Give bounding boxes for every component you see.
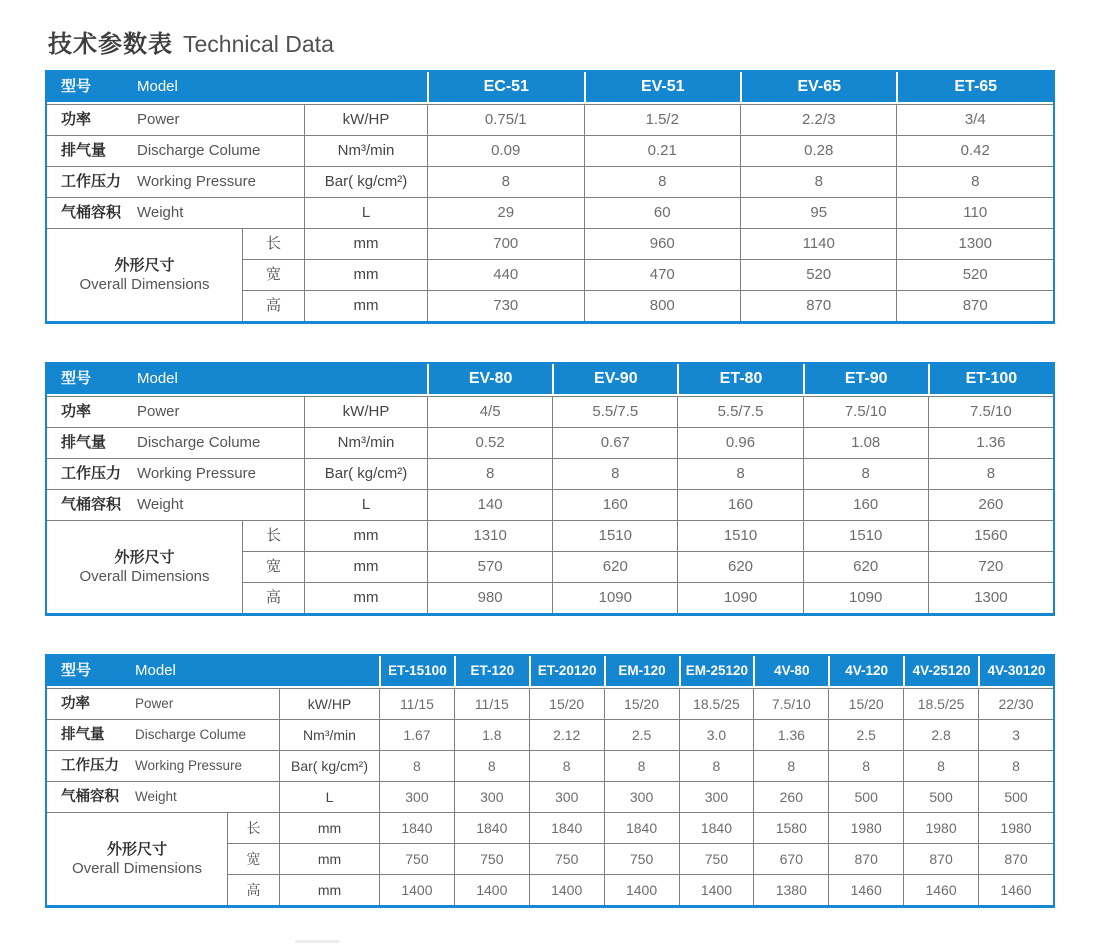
value-cell: 1840 [529, 812, 604, 843]
value-cell: 0.75/1 [427, 104, 583, 135]
unit-cell: mm [304, 582, 427, 613]
row-label [47, 135, 304, 166]
model-name-header: 4V-120 [828, 656, 903, 688]
unit-cell: mm [279, 843, 379, 874]
value-cell: 500 [903, 781, 978, 812]
dimension-name-cell: 宽 [242, 259, 304, 290]
table-row [47, 104, 1053, 135]
value-cell: 620 [677, 551, 802, 582]
value-cell: 0.42 [896, 135, 1053, 166]
value-cell: 5.5/7.5 [552, 396, 677, 427]
value-cell: 440 [427, 259, 583, 290]
value-cell: 1.36 [753, 719, 828, 750]
value-cell: 4/5 [427, 396, 552, 427]
table-row [47, 688, 1053, 719]
unit-cell: mm [279, 812, 379, 843]
table-row [47, 812, 1053, 843]
value-cell: 2.12 [529, 719, 604, 750]
value-cell: 15/20 [529, 688, 604, 719]
value-cell: 8 [427, 166, 583, 197]
value-cell: 8 [604, 750, 679, 781]
model-name-header: EV-65 [740, 72, 896, 104]
value-cell: 1.08 [803, 427, 928, 458]
value-cell: 520 [896, 259, 1053, 290]
value-cell: 1300 [928, 582, 1053, 613]
value-cell: 2.5 [604, 719, 679, 750]
value-cell: 750 [454, 843, 529, 874]
dimension-name-cell: 高 [242, 582, 304, 613]
model-header-label [47, 72, 427, 104]
model-header-label-en: Model [137, 78, 178, 96]
row-label [47, 166, 304, 197]
value-cell: 670 [753, 843, 828, 874]
value-cell: 750 [529, 843, 604, 874]
value-cell: 300 [454, 781, 529, 812]
value-cell: 7.5/10 [803, 396, 928, 427]
unit-cell: Nm³/min [304, 135, 427, 166]
table-row [47, 228, 1053, 259]
value-cell: 18.5/25 [903, 688, 978, 719]
value-cell: 1400 [379, 874, 454, 905]
value-cell: 1380 [753, 874, 828, 905]
value-cell: 160 [803, 489, 928, 520]
row-label [47, 197, 304, 228]
row-label-zh: 工作压力 [61, 464, 122, 482]
row-label-en: Weight [137, 495, 184, 513]
dimensions-label-zh: 外形尺寸 [114, 549, 175, 567]
row-label-zh: 功率 [61, 695, 90, 712]
value-cell: 500 [978, 781, 1053, 812]
value-cell: 720 [928, 551, 1053, 582]
page-title [48, 24, 334, 59]
model-name-header: ET-65 [896, 72, 1053, 104]
model-name-header: ET-90 [803, 364, 928, 396]
value-cell: 11/15 [379, 688, 454, 719]
dimension-name-cell: 高 [242, 290, 304, 321]
row-label-en: Working Pressure [137, 464, 256, 482]
row-label [47, 719, 279, 750]
page-title-en: Technical Data [183, 31, 334, 57]
row-label [47, 781, 279, 812]
value-cell: 0.67 [552, 427, 677, 458]
table-row [47, 781, 1053, 812]
row-label [47, 688, 279, 719]
value-cell: 1980 [903, 812, 978, 843]
row-label-en: Working Pressure [137, 172, 256, 190]
row-label-en: Discharge Colume [137, 433, 261, 451]
row-label-zh: 工作压力 [61, 172, 122, 190]
value-cell: 1300 [896, 228, 1053, 259]
value-cell: 160 [552, 489, 677, 520]
dimensions-label [47, 520, 242, 613]
model-name-header: ET-100 [928, 364, 1053, 396]
value-cell: 8 [427, 458, 552, 489]
value-cell: 22/30 [978, 688, 1053, 719]
value-cell: 570 [427, 551, 552, 582]
dimension-name-cell: 长 [227, 812, 279, 843]
row-label-en: Discharge Colume [137, 141, 261, 159]
value-cell: 1.5/2 [584, 104, 740, 135]
value-cell: 8 [552, 458, 677, 489]
value-cell: 8 [928, 458, 1053, 489]
value-cell: 2.8 [903, 719, 978, 750]
value-cell: 1560 [928, 520, 1053, 551]
dimensions-label-en: Overall Dimensions [79, 567, 210, 585]
value-cell: 1400 [529, 874, 604, 905]
value-cell: 3.0 [679, 719, 754, 750]
row-label-zh: 排气量 [61, 433, 107, 451]
table-row [47, 458, 1053, 489]
dimension-name-cell: 高 [227, 874, 279, 905]
model-name-header: 4V-30120 [978, 656, 1053, 688]
value-cell: 300 [529, 781, 604, 812]
value-cell: 1510 [677, 520, 802, 551]
dimensions-label [47, 228, 242, 321]
model-header-label [47, 656, 379, 688]
value-cell: 960 [584, 228, 740, 259]
row-label-zh: 气桶容积 [61, 495, 122, 513]
dimension-name-cell: 宽 [242, 551, 304, 582]
value-cell: 1.36 [928, 427, 1053, 458]
value-cell: 2.5 [828, 719, 903, 750]
value-cell: 750 [679, 843, 754, 874]
value-cell: 0.21 [584, 135, 740, 166]
value-cell: 1840 [379, 812, 454, 843]
value-cell: 620 [552, 551, 677, 582]
value-cell: 260 [928, 489, 1053, 520]
model-name-header: ET-120 [454, 656, 529, 688]
unit-cell: Bar( kg/cm²) [304, 166, 427, 197]
value-cell: 1140 [740, 228, 896, 259]
value-cell: 1400 [454, 874, 529, 905]
value-cell: 870 [978, 843, 1053, 874]
value-cell: 1580 [753, 812, 828, 843]
table-row [47, 427, 1053, 458]
value-cell: 1980 [978, 812, 1053, 843]
model-name-header: EC-51 [427, 72, 583, 104]
row-label-zh: 排气量 [61, 141, 107, 159]
unit-cell: kW/HP [304, 396, 427, 427]
value-cell: 8 [529, 750, 604, 781]
value-cell: 730 [427, 290, 583, 321]
row-label [47, 458, 304, 489]
value-cell: 8 [740, 166, 896, 197]
unit-cell: Bar( kg/cm²) [304, 458, 427, 489]
value-cell: 8 [679, 750, 754, 781]
value-cell: 8 [896, 166, 1053, 197]
unit-cell: mm [279, 874, 379, 905]
spec-table-large-models [45, 654, 1055, 908]
dimensions-label [47, 812, 227, 905]
value-cell: 870 [828, 843, 903, 874]
row-label-en: Working Pressure [135, 757, 243, 773]
value-cell: 0.09 [427, 135, 583, 166]
row-label-en: Power [135, 695, 174, 711]
value-cell: 15/20 [828, 688, 903, 719]
value-cell: 260 [753, 781, 828, 812]
dimension-name-cell: 长 [242, 520, 304, 551]
model-header-label-en: Model [137, 370, 178, 388]
unit-cell: L [304, 489, 427, 520]
dimensions-label-en: Overall Dimensions [79, 275, 210, 293]
model-name-header: EV-80 [427, 364, 552, 396]
value-cell: 8 [454, 750, 529, 781]
value-cell: 2.2/3 [740, 104, 896, 135]
value-cell: 1980 [828, 812, 903, 843]
value-cell: 1.67 [379, 719, 454, 750]
value-cell: 700 [427, 228, 583, 259]
table-row [47, 396, 1053, 427]
row-label-en: Weight [135, 788, 177, 804]
model-name-header: ET-15100 [379, 656, 454, 688]
value-cell: 870 [896, 290, 1053, 321]
unit-cell: mm [304, 228, 427, 259]
value-cell: 110 [896, 197, 1053, 228]
table-row [47, 489, 1053, 520]
table-row [47, 520, 1053, 551]
row-label-zh: 排气量 [61, 726, 105, 743]
dimensions-label-zh: 外形尺寸 [106, 841, 167, 859]
value-cell: 95 [740, 197, 896, 228]
value-cell: 8 [903, 750, 978, 781]
value-cell: 1400 [604, 874, 679, 905]
value-cell: 140 [427, 489, 552, 520]
unit-cell: Bar( kg/cm²) [279, 750, 379, 781]
table-row [47, 750, 1053, 781]
value-cell: 1460 [978, 874, 1053, 905]
value-cell: 750 [379, 843, 454, 874]
value-cell: 870 [903, 843, 978, 874]
model-name-header: EM-120 [604, 656, 679, 688]
value-cell: 1310 [427, 520, 552, 551]
page-title-zh: 技术参数表 [48, 31, 173, 58]
dimension-name-cell: 宽 [227, 843, 279, 874]
model-header-label-en: Model [135, 662, 176, 680]
model-name-header: ET-80 [677, 364, 802, 396]
value-cell: 1460 [828, 874, 903, 905]
value-cell: 750 [604, 843, 679, 874]
value-cell: 1840 [679, 812, 754, 843]
table-row [47, 135, 1053, 166]
value-cell: 15/20 [604, 688, 679, 719]
row-label-zh: 气桶容积 [61, 788, 119, 805]
value-cell: 8 [677, 458, 802, 489]
value-cell: 1510 [552, 520, 677, 551]
value-cell: 980 [427, 582, 552, 613]
value-cell: 1460 [903, 874, 978, 905]
value-cell: 11/15 [454, 688, 529, 719]
value-cell: 300 [604, 781, 679, 812]
value-cell: 8 [828, 750, 903, 781]
bottom-edge-artifact [295, 940, 339, 943]
model-header-label-zh: 型号 [61, 370, 92, 388]
table-row [47, 166, 1053, 197]
value-cell: 0.28 [740, 135, 896, 166]
row-label-en: Power [137, 110, 180, 128]
unit-cell: mm [304, 551, 427, 582]
value-cell: 1840 [604, 812, 679, 843]
value-cell: 520 [740, 259, 896, 290]
row-label [47, 750, 279, 781]
value-cell: 8 [803, 458, 928, 489]
value-cell: 7.5/10 [928, 396, 1053, 427]
value-cell: 8 [753, 750, 828, 781]
value-cell: 1.8 [454, 719, 529, 750]
value-cell: 8 [379, 750, 454, 781]
model-header-label [47, 364, 427, 396]
row-label-zh: 功率 [61, 402, 92, 420]
table-row [47, 719, 1053, 750]
value-cell: 18.5/25 [679, 688, 754, 719]
value-cell: 300 [679, 781, 754, 812]
value-cell: 0.52 [427, 427, 552, 458]
unit-cell: kW/HP [304, 104, 427, 135]
unit-cell: L [304, 197, 427, 228]
unit-cell: mm [304, 290, 427, 321]
row-label-en: Discharge Colume [135, 726, 247, 742]
row-label-zh: 气桶容积 [61, 203, 122, 221]
unit-cell: mm [304, 520, 427, 551]
model-name-header: 4V-80 [753, 656, 828, 688]
unit-cell: Nm³/min [279, 719, 379, 750]
value-cell: 29 [427, 197, 583, 228]
value-cell: 800 [584, 290, 740, 321]
dimensions-label-zh: 外形尺寸 [114, 257, 175, 275]
unit-cell: L [279, 781, 379, 812]
dimension-name-cell: 长 [242, 228, 304, 259]
value-cell: 160 [677, 489, 802, 520]
value-cell: 1090 [552, 582, 677, 613]
row-label-en: Power [137, 402, 180, 420]
value-cell: 3 [978, 719, 1053, 750]
value-cell: 0.96 [677, 427, 802, 458]
model-name-header: EV-51 [584, 72, 740, 104]
row-label-zh: 功率 [61, 110, 92, 128]
value-cell: 60 [584, 197, 740, 228]
value-cell: 470 [584, 259, 740, 290]
model-name-header: 4V-25120 [903, 656, 978, 688]
spec-table-small-models [45, 70, 1055, 324]
model-header-label-zh: 型号 [61, 78, 92, 96]
row-label [47, 427, 304, 458]
value-cell: 5.5/7.5 [677, 396, 802, 427]
value-cell: 300 [379, 781, 454, 812]
value-cell: 1090 [677, 582, 802, 613]
value-cell: 870 [740, 290, 896, 321]
spec-table-medium-models [45, 362, 1055, 616]
value-cell: 1840 [454, 812, 529, 843]
unit-cell: kW/HP [279, 688, 379, 719]
value-cell: 8 [978, 750, 1053, 781]
value-cell: 500 [828, 781, 903, 812]
value-cell: 1090 [803, 582, 928, 613]
row-label-zh: 工作压力 [61, 757, 119, 774]
table-row [47, 197, 1053, 228]
row-label [47, 396, 304, 427]
value-cell: 3/4 [896, 104, 1053, 135]
row-label-en: Weight [137, 203, 184, 221]
value-cell: 1400 [679, 874, 754, 905]
value-cell: 8 [584, 166, 740, 197]
row-label [47, 489, 304, 520]
unit-cell: Nm³/min [304, 427, 427, 458]
model-header-label-zh: 型号 [61, 662, 92, 680]
value-cell: 7.5/10 [753, 688, 828, 719]
unit-cell: mm [304, 259, 427, 290]
model-name-header: ET-20120 [529, 656, 604, 688]
value-cell: 1510 [803, 520, 928, 551]
row-label [47, 104, 304, 135]
dimensions-label-en: Overall Dimensions [71, 859, 203, 877]
model-name-header: EV-90 [552, 364, 677, 396]
value-cell: 620 [803, 551, 928, 582]
model-name-header: EM-25120 [679, 656, 754, 688]
